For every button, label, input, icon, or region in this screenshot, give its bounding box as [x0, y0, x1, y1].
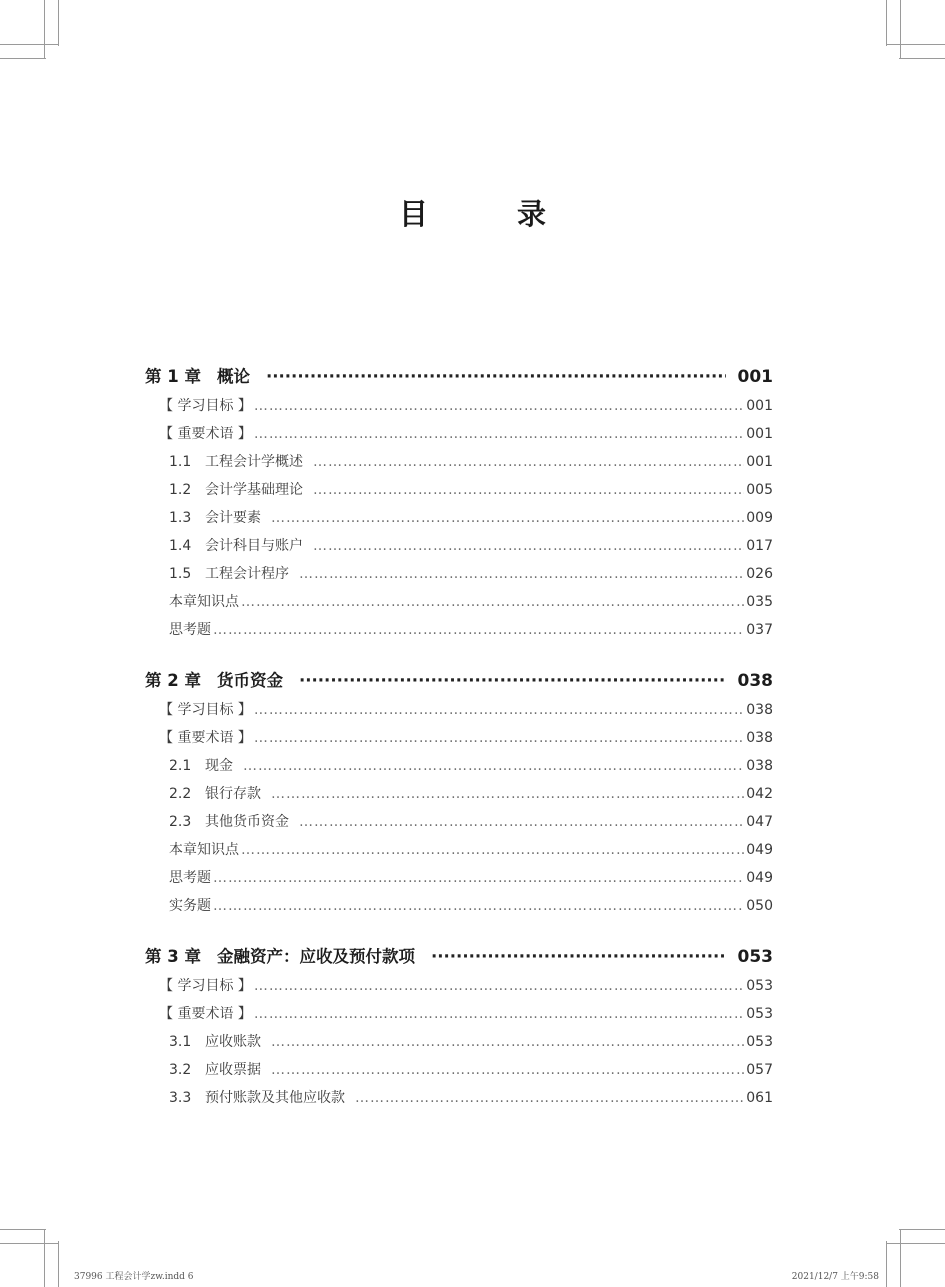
section-number: 1.2 — [169, 482, 192, 498]
page-number: 038 — [746, 702, 773, 718]
section-title — [169, 560, 289, 588]
page-number: 001 — [737, 367, 773, 387]
crop-mark — [44, 0, 45, 58]
toc-entry[interactable] — [145, 752, 773, 780]
toc-entry[interactable] — [145, 504, 773, 532]
dot-leader — [243, 752, 744, 780]
entry-label: 【 学习目标 】 — [159, 702, 252, 718]
chapter-number: 第 1 章 — [145, 367, 201, 386]
crop-mark — [44, 1229, 45, 1287]
section-title — [169, 1084, 345, 1112]
section-title — [169, 752, 233, 780]
chapter-heading[interactable] — [145, 942, 773, 972]
dot-leader — [355, 1084, 744, 1112]
crop-mark — [899, 1229, 945, 1230]
chapter-block — [145, 942, 773, 1112]
dot-leader — [313, 448, 744, 476]
dot-leader — [254, 724, 744, 752]
entry-label: 【 重要术语 】 — [159, 730, 252, 746]
toc-entry[interactable] — [145, 696, 773, 724]
chapter-number: 第 3 章 — [145, 947, 201, 966]
section-title — [169, 1028, 261, 1056]
section-number: 1.5 — [169, 566, 192, 582]
crop-mark — [899, 58, 945, 59]
section-name: 应收票据 — [205, 1062, 261, 1078]
toc-entry[interactable] — [145, 560, 773, 588]
section-name: 会计学基础理论 — [205, 482, 303, 498]
page-number: 038 — [746, 758, 773, 774]
toc-entry[interactable] — [145, 808, 773, 836]
section-name: 应收账款 — [205, 1034, 261, 1050]
dot-leader — [313, 532, 744, 560]
toc-entry[interactable] — [145, 892, 773, 920]
dot-leader — [266, 362, 726, 392]
section-title — [169, 476, 303, 504]
chapter-title — [145, 942, 415, 972]
section-number: 2.3 — [169, 814, 192, 830]
section-number: 1.4 — [169, 538, 192, 554]
crop-mark — [900, 1229, 901, 1287]
entry-label: 【 学习目标 】 — [159, 978, 252, 994]
dot-leader — [299, 808, 744, 836]
crop-mark — [0, 1243, 58, 1244]
toc-entry[interactable] — [145, 1028, 773, 1056]
section-number: 1.1 — [169, 454, 192, 470]
section-number: 3.2 — [169, 1062, 192, 1078]
section-number: 1.3 — [169, 510, 192, 526]
crop-mark — [0, 58, 46, 59]
chapter-name: 金融资产：应收及预付款项 — [216, 947, 415, 966]
entry-label: 【 重要术语 】 — [159, 426, 252, 442]
toc-entry[interactable] — [145, 532, 773, 560]
section-number: 2.2 — [169, 786, 192, 802]
section-title — [169, 448, 303, 476]
page-number: 053 — [746, 978, 773, 994]
section-title — [169, 780, 261, 808]
section-name: 其他货币资金 — [205, 814, 289, 830]
crop-mark — [0, 1229, 46, 1230]
dot-leader — [241, 588, 744, 616]
chapter-name: 概论 — [216, 367, 250, 386]
section-name: 会计要素 — [205, 510, 261, 526]
crop-mark — [0, 44, 58, 45]
section-number: 3.3 — [169, 1090, 192, 1106]
page-number: 042 — [746, 786, 773, 802]
dot-leader — [213, 616, 744, 644]
section-name: 银行存款 — [205, 786, 261, 802]
toc-entry[interactable] — [145, 836, 773, 864]
page-number: 050 — [746, 898, 773, 914]
section-name: 工程会计程序 — [205, 566, 289, 582]
page-number: 049 — [746, 842, 773, 858]
dot-leader — [254, 420, 744, 448]
dot-leader — [431, 942, 726, 972]
dot-leader — [271, 780, 744, 808]
toc-entry[interactable] — [145, 588, 773, 616]
chapter-heading[interactable] — [145, 666, 773, 696]
page-number: 049 — [746, 870, 773, 886]
page-number: 001 — [746, 426, 773, 442]
section-title — [169, 1056, 261, 1084]
toc-entry[interactable] — [145, 448, 773, 476]
section-name: 预付账款及其他应收款 — [205, 1090, 345, 1106]
dot-leader — [271, 1056, 744, 1084]
entry-label: 思考题 — [169, 870, 211, 886]
page-number: 061 — [746, 1090, 773, 1106]
dot-leader — [254, 696, 744, 724]
section-name: 工程会计学概述 — [205, 454, 303, 470]
dot-leader — [254, 392, 744, 420]
toc-entry[interactable] — [145, 724, 773, 752]
toc-entry[interactable] — [145, 864, 773, 892]
section-title — [169, 532, 303, 560]
dot-leader — [313, 476, 744, 504]
section-name: 现金 — [205, 758, 233, 774]
toc-entry[interactable] — [145, 420, 773, 448]
section-number: 3.1 — [169, 1034, 192, 1050]
chapter-number: 第 2 章 — [145, 671, 201, 690]
crop-mark — [886, 0, 887, 46]
entry-label: 本章知识点 — [169, 842, 239, 858]
dot-leader — [254, 972, 744, 1000]
page-number: 009 — [746, 510, 773, 526]
page-number: 001 — [746, 398, 773, 414]
entry-label: 【 学习目标 】 — [159, 398, 252, 414]
entry-label: 本章知识点 — [169, 594, 239, 610]
footer-file-info: 37996 工程会计学zw.indd 6 — [74, 1272, 194, 1282]
entry-label: 【 重要术语 】 — [159, 1006, 252, 1022]
page-title: 目 录 — [398, 197, 576, 231]
toc-entry[interactable] — [145, 1056, 773, 1084]
dot-leader — [299, 666, 726, 696]
crop-mark — [58, 0, 59, 46]
page-number: 001 — [746, 454, 773, 470]
page-number: 037 — [746, 622, 773, 638]
section-title — [169, 808, 289, 836]
entry-label: 思考题 — [169, 622, 211, 638]
page-number: 017 — [746, 538, 773, 554]
dot-leader — [299, 560, 744, 588]
footer-timestamp: 2021/12/7 上午9:58 — [791, 1272, 879, 1282]
toc-entry[interactable] — [145, 476, 773, 504]
chapter-block — [145, 666, 773, 920]
crop-mark — [886, 1241, 887, 1287]
page-number: 047 — [746, 814, 773, 830]
toc-entry[interactable] — [145, 780, 773, 808]
toc-entry[interactable] — [145, 1084, 773, 1112]
chapter-block — [145, 362, 773, 644]
page-number: 026 — [746, 566, 773, 582]
crop-mark — [58, 1241, 59, 1287]
dot-leader — [241, 836, 744, 864]
crop-mark — [900, 0, 901, 58]
page-number: 053 — [746, 1006, 773, 1022]
table-of-contents — [145, 362, 773, 1134]
crop-mark — [887, 1243, 945, 1244]
section-title — [169, 504, 261, 532]
chapter-heading[interactable] — [145, 362, 773, 392]
toc-entry[interactable] — [145, 392, 773, 420]
toc-entry[interactable] — [145, 616, 773, 644]
page-number: 053 — [737, 947, 773, 967]
crop-mark — [887, 44, 945, 45]
entry-label: 实务题 — [169, 898, 211, 914]
section-number: 2.1 — [169, 758, 192, 774]
page-number: 038 — [746, 730, 773, 746]
dot-leader — [213, 864, 744, 892]
toc-entry[interactable] — [145, 972, 773, 1000]
page-number: 057 — [746, 1062, 773, 1078]
chapter-name: 货币资金 — [216, 671, 283, 690]
page-number: 053 — [746, 1034, 773, 1050]
page-number: 005 — [746, 482, 773, 498]
section-name: 会计科目与账户 — [205, 538, 303, 554]
page-number: 038 — [737, 671, 773, 691]
chapter-title — [145, 666, 283, 696]
dot-leader — [254, 1000, 744, 1028]
chapter-title — [145, 362, 250, 392]
dot-leader — [213, 892, 744, 920]
dot-leader — [271, 1028, 744, 1056]
toc-entry[interactable] — [145, 1000, 773, 1028]
dot-leader — [271, 504, 744, 532]
page-number: 035 — [746, 594, 773, 610]
